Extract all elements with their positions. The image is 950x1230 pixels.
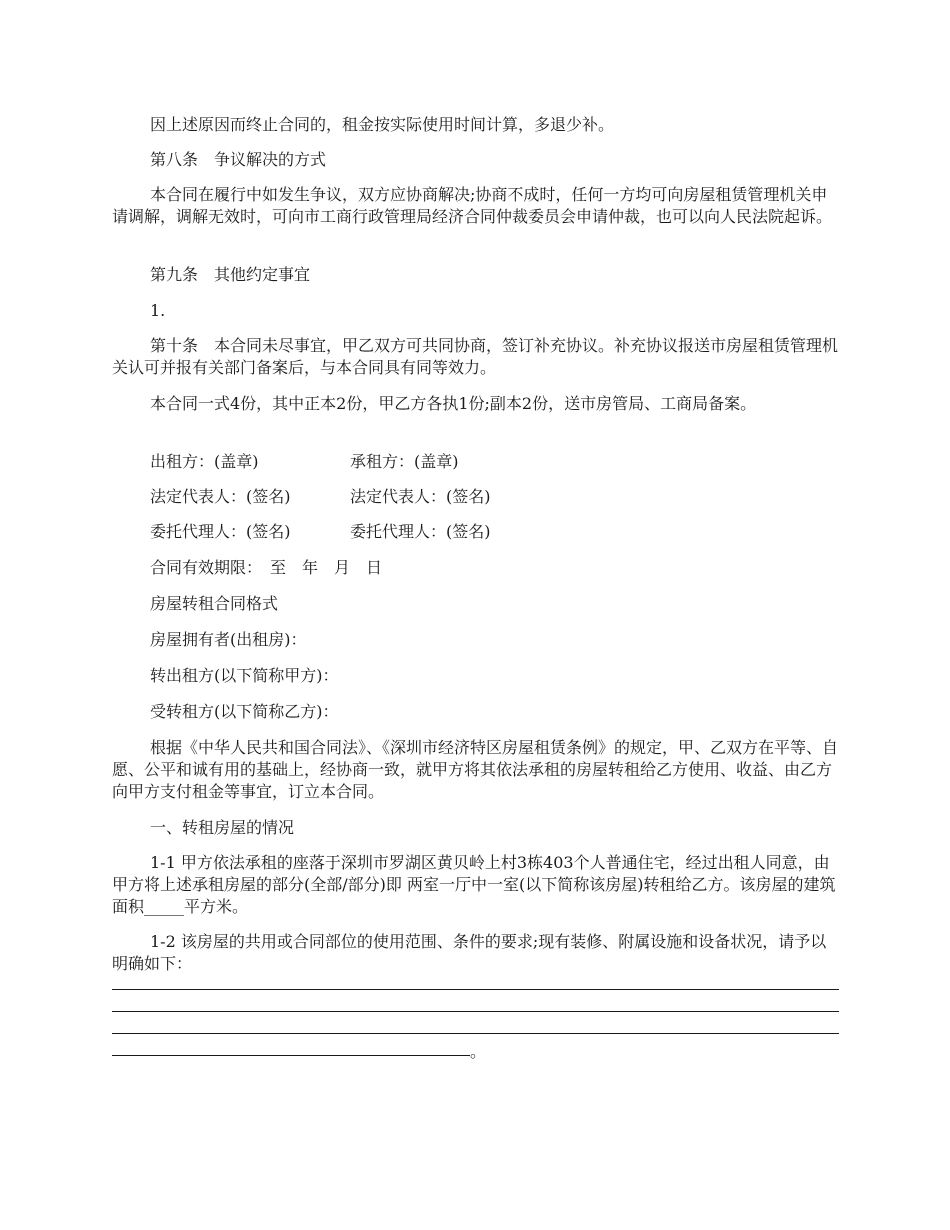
owner-line: 房屋拥有者(出租房)：	[150, 630, 307, 649]
lessee-seal-label: 承租方：(盖章)	[350, 452, 459, 471]
paragraph-item-1: 1.	[150, 301, 166, 320]
party-b-line: 受转租方(以下简称乙方)：	[150, 702, 339, 721]
paragraph-termination-rent: 因上述原因而终止合同的，租金按实际使用时间计算，多退少补。	[150, 115, 615, 134]
blank-line-end-mark: 。	[470, 1042, 487, 1061]
article-9-heading: 第九条 其他约定事宜	[150, 265, 311, 284]
blank-line-3	[112, 1033, 839, 1034]
article-10-paragraph: 第十条 本合同未尽事宜，甲乙双方可共同协商，签订补充协议。补充协议报送市房屋租赁管理机关认可并报有关部门备案后，与本合同具有同等效力。	[112, 336, 839, 377]
lessor-agent-label: 委托代理人：(签名)	[150, 522, 291, 541]
sublease-heading: 房屋转租合同格式	[150, 594, 279, 613]
clause-1-2: 1-2 该房屋的共用或合同部位的使用范围、条件的要求;现有装修、附属设施和设备状况，请予以明确如下：	[112, 932, 827, 973]
lessee-agent-label: 委托代理人：(签名)	[350, 522, 491, 541]
lessor-seal-label: 出租方：(盖章)	[150, 452, 259, 471]
lessor-legal-rep-label: 法定代表人：(签名)	[150, 487, 291, 506]
paragraph-dispute-resolution: 本合同在履行中如发生争议，双方应协商解决;协商不成时，任何一方均可向房屋租赁管理机关申请调解，调解无效时，可向市工商行政管理局经济合同仲裁委员会申请仲裁，也可以向人民法院起诉。	[112, 185, 833, 226]
signature-row-agent	[150, 521, 491, 543]
contract-validity-line: 合同有效期限： 至 年 月 日	[150, 558, 383, 577]
paragraph-copies: 本合同一式4份，其中正本2份，甲乙方各执1份;副本2份，送市房管局、工商局备案。	[150, 394, 757, 413]
party-a-line: 转出租方(以下简称甲方)：	[150, 666, 339, 685]
signature-row-seal	[150, 451, 459, 473]
article-8-heading: 第八条 争议解决的方式	[150, 150, 327, 169]
clause-1-1: 1-1 甲方依法承租的座落于深圳市罗湖区黄贝岭上村3栋403个人普通住宅，经过出租人同意，由甲方将上述承租房屋的部分(全部/部分)即 两室一厅中一室(以下简称该房屋)转租给乙方。该房屋的建筑面积_____平方米。	[112, 853, 836, 916]
signature-row-legal-rep	[150, 486, 491, 508]
sublease-preamble: 根据《中华人民共和国合同法》、《深圳市经济特区房屋租赁条例》的规定，甲、乙双方在平等、自愿、公平和诚有用的基础上，经协商一致，就甲方将其依法承租的房屋转租给乙方使用、收益、由乙方向甲方支付租金等事宜，订立本合同。	[112, 738, 839, 801]
section-1-heading: 一、转租房屋的情况	[150, 818, 295, 837]
blank-line-1	[112, 989, 839, 990]
blank-line-2	[112, 1011, 839, 1012]
blank-line-4	[112, 1055, 470, 1056]
lessee-legal-rep-label: 法定代表人：(签名)	[350, 487, 491, 506]
